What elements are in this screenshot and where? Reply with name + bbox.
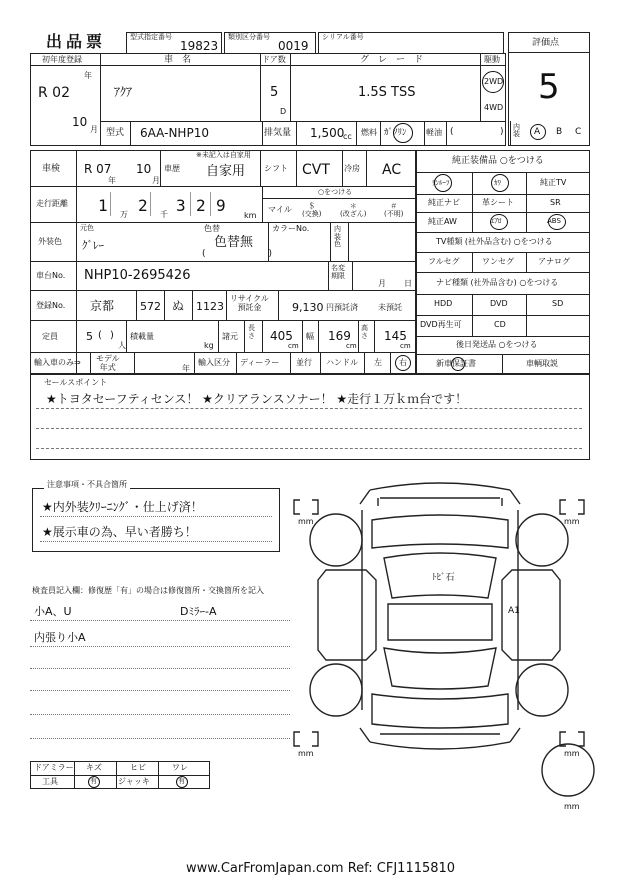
reg-kana: ぬ [172,299,185,313]
interior-c: C [575,127,582,137]
orig-color-value: ｸﾞﾚｰ [82,239,104,252]
type-designation-no: 19823 [180,39,219,53]
mileage-man: 万 [120,210,128,219]
tv-title: TV種類 (社外品含む) ○をつける [436,237,553,246]
color-code-label: 色替 [204,224,220,233]
recycle-unpaid: 未預託 [378,303,402,312]
model-year-unit: 年 [182,364,190,373]
inspection-label: 車検 [42,164,61,174]
mm-label-spare: mm [564,802,580,811]
nav-dvd-play: DVD再生可 [420,320,462,329]
door-suffix: D [280,107,287,116]
mileage-digit-3: 3 [176,196,186,215]
mm-label-rl: mm [298,749,314,758]
capacity-label: 定員 [42,332,58,341]
doors-label: ドア数 [262,55,286,64]
equip-leather: ｶﾜ [494,179,501,187]
inspection-year-unit: 年 [108,176,116,185]
color-code-value: 色替無 [214,235,254,250]
mm-label-rr: mm [564,749,580,758]
model-value: 6AA-NHP10 [140,126,209,140]
handle-left: 左 [374,358,382,367]
height-value: 145 [384,329,407,343]
height-label: 高 さ [361,324,368,340]
width-unit: cm [346,342,357,350]
legend-jack: ジャッキ [118,777,150,786]
equipment-title: 純正装備品 ○をつける [452,156,544,166]
tv-fullseg: フルセグ [428,257,460,266]
notes-line-1: ★内外装ｸﾘｰﾆﾝｸﾞ・仕上げ済！ [42,500,203,514]
inspector-line-2: 内張り小A [34,631,86,644]
equip-sunroof: ｻﾝﾙｰﾌ [432,179,450,187]
grade-label: グ レ ー ド [360,55,424,65]
first-reg-month: 10 [72,115,88,129]
history-note: ※未記入は自家用 [196,151,251,159]
mileage-opt-unknown: ＃ (不明) [384,202,404,219]
import-class-label: 輸入区分 [198,358,230,367]
registration-label: 登録No. [36,301,66,310]
doors-value: 5 [270,85,279,100]
sales-label: セールスポイント [44,378,108,387]
mileage-opt-replaced: ＄ (交換) [302,202,322,219]
import-label: 輸入車のみ⇒ [34,358,81,367]
handle-label: ハンドル [326,358,358,367]
height-unit: cm [400,342,411,350]
history-value: 自家用 [206,164,246,179]
ac-label: 冷房 [344,164,360,173]
inspector-label: 検査員記入欄：修復歴「有」の場合は修復箇所・交換箇所を記入 [32,586,264,595]
interior-b: B [556,127,563,137]
length-unit: cm [288,342,299,350]
recycle-value: 9,130 [292,301,324,314]
legend-tools: 工具 [42,777,58,786]
interior-a: A [534,127,541,137]
category-label: 類別区分番号 [228,33,270,41]
legend-crack: ヒビ [130,763,146,772]
inspector-line-1-right: Dﾐﾗｰ-A [180,605,217,618]
color-label: 外装色 [38,237,62,246]
name-change-expiry-label: 名変 期限 [331,264,345,280]
import-parallel: 並行 [296,358,312,367]
inspector-line-1-left: 小A、U [34,605,72,618]
notes-line-2: ★展示車の為、早い者勝ち！ [42,525,197,539]
color-no-label: カラーNo. [272,224,310,233]
history-label: 車歴 [164,164,180,173]
mileage-sen: 千 [160,210,168,219]
equip-leather-seat: 革シート [482,198,514,207]
nav-cd: CD [494,320,506,329]
width-label: 幅 [306,332,314,341]
chassis-label: 車台No. [36,271,66,280]
expiry-month-unit: 月 [378,279,386,288]
inspection-month: 10 [136,162,152,176]
expiry-day-unit: 日 [404,279,412,288]
interior-color-label: 内 装 色 [334,225,341,249]
grade-value: 1.5S TSS [358,85,416,100]
mileage-tag: ○をつける [318,188,353,196]
first-reg-era: R 02 [38,85,70,101]
serial-label: シリアル番号 [322,33,364,41]
ac-value: AC [382,162,402,178]
chassis-value: NHP10-2695426 [84,268,191,283]
shift-value: CVT [302,162,330,178]
shift-label: シフト [264,164,288,173]
score-label: 評価点 [532,38,560,48]
score-value: 5 [538,67,560,107]
legend-tools-yes: 有 [90,777,97,785]
tv-oneseg: ワンセグ [482,257,514,266]
tv-analog: アナログ [538,257,570,266]
equip-sr: SR [550,198,561,207]
equip-tv: 純正TV [540,178,567,187]
reg-class: 572 [140,300,161,313]
model-year-label: モデル 年式 [96,354,120,373]
nav-dvd: DVD [490,299,508,308]
import-dealer: ディーラー [240,358,280,367]
mileage-label: 走行距離 [36,199,68,208]
windshield-note: ﾄﾋﾞ石 [432,573,455,583]
first-reg-label: 初年度登録 [42,55,82,64]
length-value: 405 [270,329,293,343]
legend-break: ワレ [172,763,188,772]
capacity-unit: 人 [118,341,126,350]
sheet-title: 出品票 [46,32,107,51]
handle-right: 右 [399,358,407,367]
sales-text: ★トヨタセーフティセンス！ ★クリアランスソナー！ ★走行１万ｋｍ台です！ [46,392,468,406]
later-manual: 車輌取説 [526,359,558,368]
mileage-opt-mile: マイル [268,205,292,214]
recycle-suffix: 円預託済 [326,303,358,312]
fuel-value: ｶﾞｿﾘﾝ [384,128,407,138]
equip-aero: ｴｱﾛ [491,217,502,225]
equip-nav: 純正ナビ [428,198,460,207]
fuel-label: 燃料 [361,128,377,137]
orig-color-label: 元色 [80,224,94,232]
load-unit: kg [204,341,214,350]
category-no: 0019 [278,39,309,53]
model-label: 型式 [106,128,125,138]
legend-scratch: キズ [86,763,102,772]
nav-hdd: HDD [434,299,453,308]
dims-label: 諸元 [222,332,238,341]
recycle-label: リサイクル 預託金 [230,294,269,313]
mileage-unit: km [244,211,257,220]
inspection-era: R 07 [84,162,112,176]
car-name: ｱｸｱ [114,85,133,99]
car-name-label: 車 名 [164,55,192,65]
color-paren: ( ) [202,249,273,259]
equip-aw: 純正AW [428,217,457,226]
drive-2wd: 2WD [484,77,504,86]
legend-jack-yes: 有 [178,777,185,785]
legend-mirror: ドアミラー [34,763,74,772]
later-title: 後日発送品 ○をつける [456,340,538,349]
displacement-unit: cc [343,132,352,141]
drive-4wd: 4WD [484,103,504,112]
mm-label-fl: mm [298,517,314,526]
later-warranty: 新車保証書 [436,359,476,368]
mileage-digit-2: 2 [138,196,148,215]
width-value: 169 [328,329,351,343]
year-unit: 年 [84,71,92,80]
load-label: 積載量 [130,332,154,341]
mileage-digit-1: 1 [98,196,108,215]
footer-reference: www.CarFromJapan.com Ref: CFJ1115810 [186,861,456,876]
mileage-digit-5: 9 [216,196,226,215]
interior-label: 内装 [513,123,520,138]
notes-label: 注意事項・不具合箇所 [44,481,130,489]
mm-label-fr: mm [564,517,580,526]
capacity-value: 5 [86,330,93,343]
reg-region: 京都 [90,299,115,313]
length-label: 長 さ [248,324,255,340]
displacement-value: 1,500 [310,126,345,140]
inspection-month-unit: 月 [152,176,160,185]
reg-number: 1123 [196,300,224,313]
month-unit: 月 [90,125,98,134]
mileage-opt-tampered: ＊ (改ざん) [340,202,367,219]
type-designation-label: 型式指定番号 [130,33,172,41]
nav-title: ナビ種類 (社外品含む) ○をつける [436,278,559,287]
light-oil-label: 軽油 [426,128,442,137]
mileage-digit-4: 2 [196,196,206,215]
nav-sd: SD [552,299,564,308]
displacement-label: 排気量 [264,128,292,138]
equip-abs: ABS [547,217,561,225]
rear-mark-note: A1 [508,606,520,616]
drive-label: 駆動 [484,55,500,64]
